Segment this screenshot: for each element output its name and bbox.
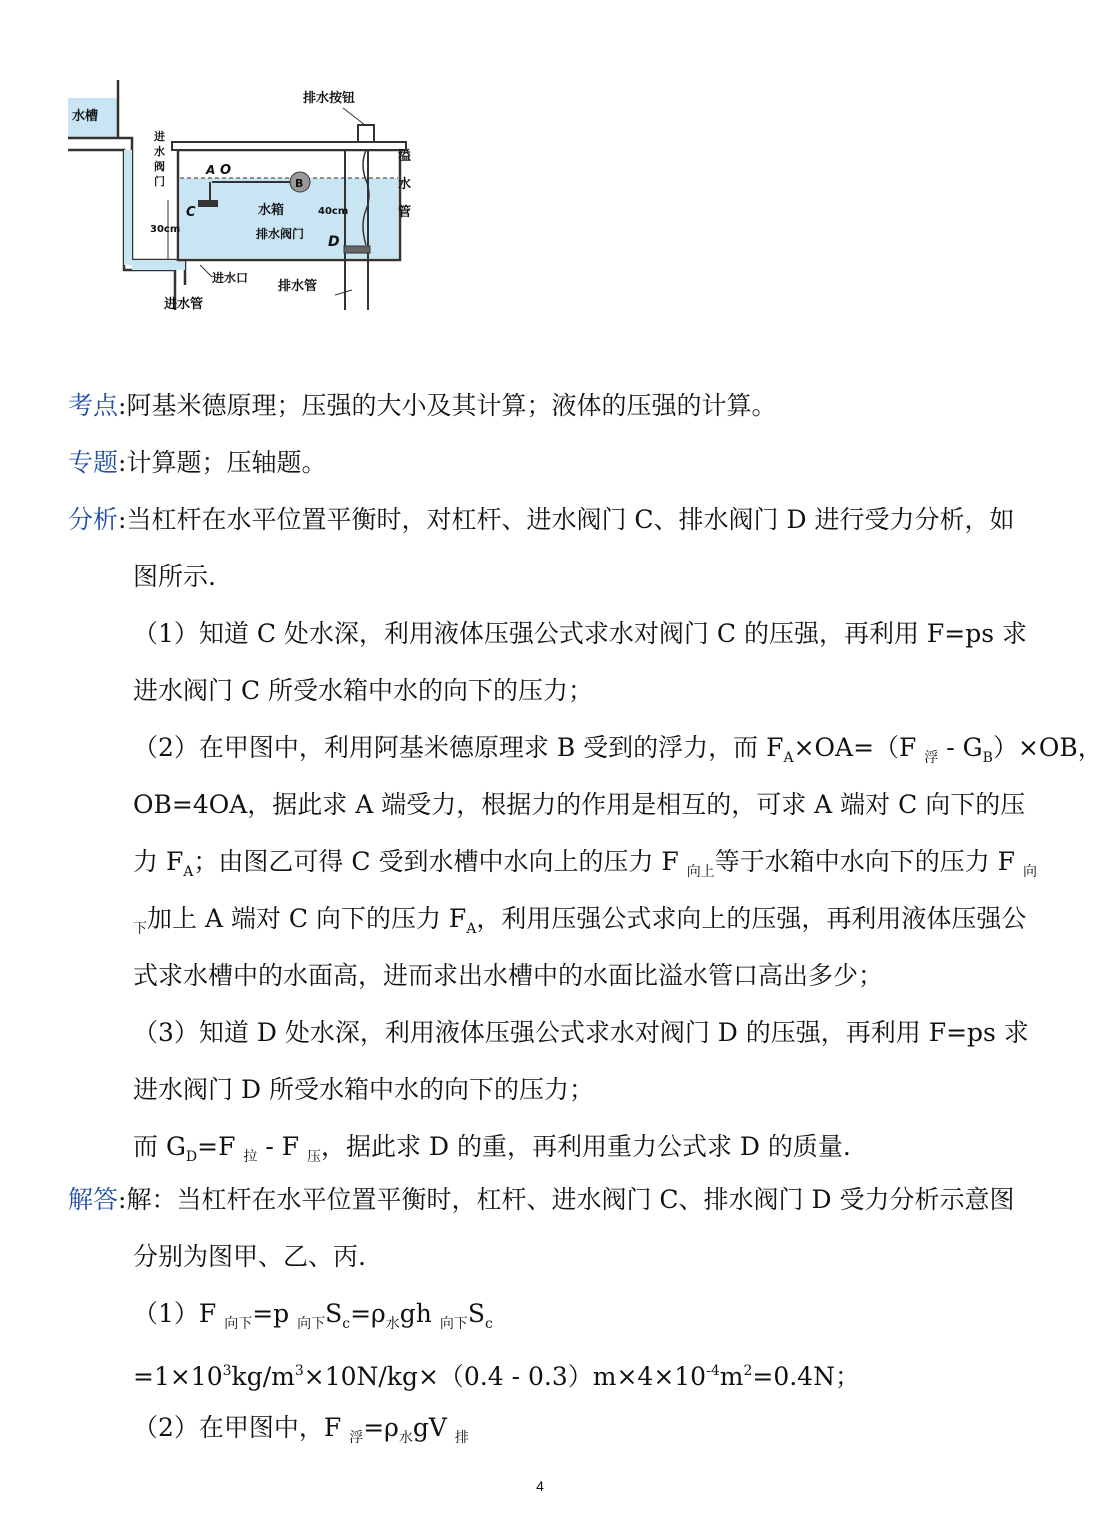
t: 水 [398, 1430, 413, 1446]
kaodian-text: 阿基米德原理；压强的大小及其计算；液体的压强的计算。 [126, 391, 777, 420]
drain-pipe-leader [335, 290, 352, 295]
t: 浮 [349, 1430, 364, 1446]
t: 水 [385, 1316, 400, 1332]
t: S [325, 1299, 343, 1328]
t: kg/m [231, 1362, 295, 1391]
fig-label-drain-valve: 排水阀门 [256, 227, 305, 241]
fig-label-drain-button: 排水按钮 [303, 91, 356, 106]
valve-D [344, 246, 370, 253]
t: 浮 [924, 750, 939, 766]
t: ）×OB， [992, 733, 1103, 762]
fig-label-inlet-valve-1: 进 [154, 130, 165, 143]
t: 下 [133, 921, 147, 937]
t: 而 G [133, 1132, 186, 1161]
jieda-label: 解答 [68, 1185, 119, 1214]
drain-button-shape [358, 125, 374, 142]
fig-label-inlet-pipe: 进水管 [164, 297, 204, 312]
zhuanti-label: 专题 [68, 448, 119, 477]
fenxi-p2b: OB=4OA，据此求 A 端受力，根据力的作用是相互的，可求 A 端对 C 向下的压 [133, 790, 1026, 819]
t: 向下 [439, 1316, 468, 1332]
page-number: 4 [536, 1478, 544, 1494]
pipe-water2 [132, 260, 185, 270]
fig-label-overflow-2: 水 [398, 177, 412, 192]
fig-label-O: O [220, 163, 232, 178]
t: （2）在甲图中，F [133, 1413, 350, 1442]
water-tank-diagram [60, 70, 430, 320]
t: A [466, 921, 477, 937]
fig-label-30cm: 30cm [150, 224, 181, 235]
inlet-port-leader [200, 265, 212, 277]
t: 力 F [133, 847, 184, 876]
t: gh [399, 1299, 440, 1328]
fig-label-water-trough: 水槽 [72, 109, 99, 124]
t: 加上 A 端对 C 向下的压力 F [147, 904, 467, 933]
kaodian-label: 考点 [68, 391, 119, 420]
t: ；由图乙可得 C 受到水槽中水向上的压力 F [193, 847, 687, 876]
fig-label-inlet-port: 进水口 [212, 271, 249, 285]
t: =1×10 [133, 1362, 223, 1391]
t: - F [257, 1132, 308, 1161]
jieda-text-1: 解：当杠杆在水平位置平衡时，杠杆、进水阀门 C、排水阀门 D 受力分析示意图 [126, 1185, 1015, 1214]
t: 向下 [297, 1316, 326, 1332]
jieda-eq-3 [133, 1400, 1020, 1466]
t: -4 [706, 1363, 720, 1379]
fenxi-line-1: 分析:当杠杆在水平位置平衡时，对杠杆、进水阀门 C、排水阀门 D 进行受力分析，如 [68, 505, 1015, 534]
valve-C [198, 200, 218, 207]
fig-label-D: D [328, 234, 340, 250]
t: =ρ [350, 1299, 386, 1328]
t: ×10N/kg×（0.4 - 0.3）m×4×10 [303, 1362, 707, 1391]
t: ，利用压强公式求向上的压强，再利用液体压强公 [476, 904, 1027, 933]
jieda-eq-2 [133, 1343, 1020, 1405]
t: A [783, 750, 794, 766]
fig-label-inlet-valve-4: 门 [154, 175, 165, 188]
zhuanti-line: 专题:计算题；压轴题。 [68, 448, 327, 477]
t: c [342, 1316, 351, 1332]
t: S [467, 1299, 485, 1328]
fig-label-C: C [186, 205, 196, 220]
fig-label-overflow-3: 管 [398, 205, 412, 220]
t: m [719, 1362, 744, 1391]
t: 排 [454, 1430, 469, 1446]
fenxi-text-1: 当杠杆在水平位置平衡时，对杠杆、进水阀门 C、排水阀门 D 进行受力分析，如 [126, 505, 1015, 534]
tank-lid [172, 142, 406, 150]
fig-label-inlet-valve-3: 阀 [154, 160, 165, 173]
zhuanti-text: 计算题；压轴题。 [126, 448, 327, 477]
fenxi-p1b: 进水阀门 C 所受水箱中水的向下的压力； [133, 676, 594, 705]
t: 2 [743, 1363, 753, 1379]
t: （2）在甲图中，利用阿基米德原理求 B 受到的浮力，而 F [133, 733, 784, 762]
t: - G [938, 733, 983, 762]
t: A [183, 864, 194, 880]
drain-button-leader [343, 108, 365, 125]
fenxi-p1a: （1）知道 C 处水深，利用液体压强公式求水对阀门 C 的压强，再利用 F=ps 求 [133, 619, 1027, 648]
t: gV [412, 1413, 455, 1442]
fenxi-p2e: 式求水槽中的水面高，进而求出水槽中的水面比溢水管口高出多少； [133, 961, 884, 990]
kaodian-line: 考点:阿基米德原理；压强的大小及其计算；液体的压强的计算。 [68, 391, 777, 420]
fig-label-inlet-valve-2: 水 [154, 145, 165, 158]
fig-label-overflow-1: 溢 [398, 149, 412, 164]
pipe-water [124, 150, 132, 265]
t: =F [197, 1132, 244, 1161]
t: =p [252, 1299, 298, 1328]
fenxi-label: 分析 [68, 505, 119, 534]
t: =ρ [363, 1413, 399, 1442]
t: ，据此求 D 的重，再利用重力公式求 D 的质量. [321, 1132, 851, 1161]
t: 3 [294, 1363, 304, 1379]
fenxi-line-2: 图所示. [133, 562, 216, 591]
t: 压 [307, 1149, 322, 1165]
jieda-line-1: 解答:解：当杠杆在水平位置平衡时，杠杆、进水阀门 C、排水阀门 D 受力分析示意图 [68, 1185, 1015, 1214]
t: ×OA=（F [793, 733, 925, 762]
t: 向 [1022, 864, 1037, 880]
t: 等于水箱中水向下的压力 F [714, 847, 1023, 876]
t: （1）F [133, 1299, 225, 1328]
fig-label-B: B [295, 177, 304, 190]
t: =0.4N； [752, 1362, 860, 1391]
fig-label-A: A [206, 163, 216, 177]
fig-label-drain-pipe: 排水管 [278, 279, 318, 294]
t: B [982, 750, 993, 766]
fenxi-p3b: 进水阀门 D 所受水箱中水的向下的压力； [133, 1075, 594, 1104]
t: 向上 [686, 864, 715, 880]
fig-label-tank: 水箱 [258, 203, 285, 218]
t: 3 [222, 1363, 232, 1379]
t: 拉 [243, 1149, 258, 1165]
t: c [484, 1316, 493, 1332]
t: 向下 [224, 1316, 253, 1332]
t: D [185, 1149, 198, 1165]
fig-label-40cm: 40cm [318, 206, 349, 217]
jieda-line-2: 分别为图甲、乙、丙. [133, 1242, 366, 1271]
fenxi-p3a: （3）知道 D 处水深，利用液体压强公式求水对阀门 D 的压强，再利用 F=ps 求 [133, 1018, 1029, 1047]
